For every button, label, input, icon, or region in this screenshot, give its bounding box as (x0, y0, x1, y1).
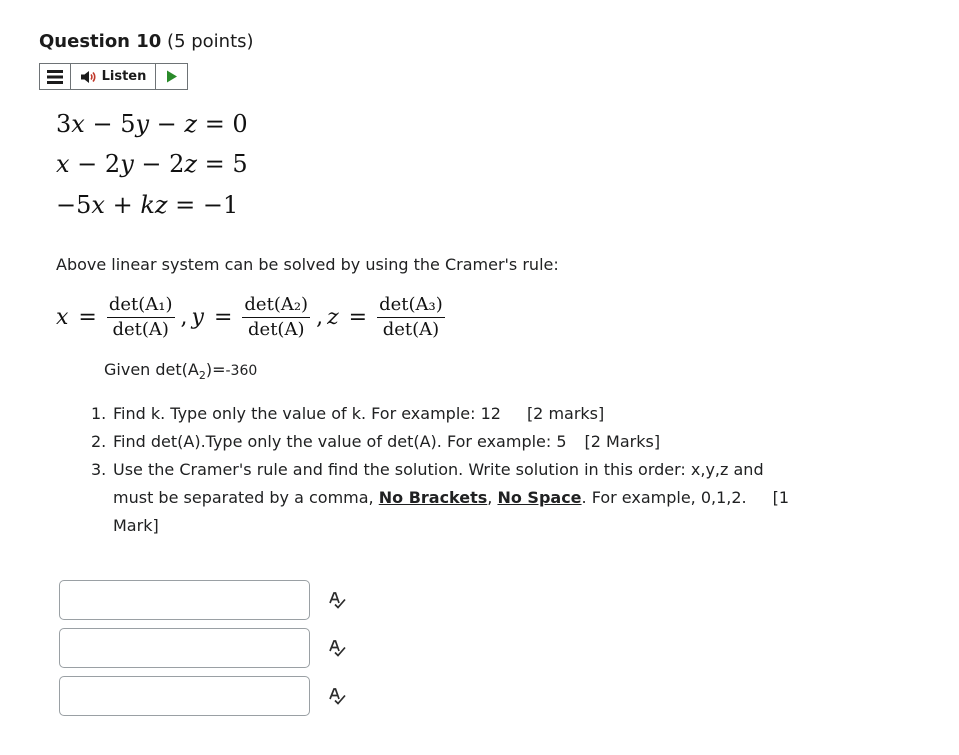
fraction-x: $\frac{\text{det(A₁)}}{\det(A)}$ (108, 294, 173, 340)
play-button[interactable] (156, 64, 187, 89)
play-icon (166, 70, 178, 83)
list-item: 3. Use the Cramer's rule and find the solution. Write solution in this order: x,y,z and must be separated by a comma, No Brackets, No Space. For example, 0,1,2. [1 Mark] (91, 460, 790, 535)
menu-button[interactable] (40, 64, 71, 89)
fraction-y: $\frac{\text{det(A₂)}}{\det(A)}$ (244, 294, 309, 340)
z-symbol: z (327, 305, 339, 330)
equation-1: 3x − 5y − z = 0 (56, 110, 248, 138)
question-title (39, 31, 254, 52)
spellcheck-icon[interactable] (327, 590, 347, 610)
spellcheck-icon[interactable] (327, 686, 347, 706)
answer-input-3[interactable] (59, 676, 310, 716)
equation-2: x − 2y − 2z = 5 (56, 150, 248, 178)
task-list (91, 400, 791, 540)
given-value: -360 (225, 363, 258, 379)
given-text: Given $\det(A_2)=-360$ (104, 360, 258, 383)
answer-input-1[interactable] (59, 580, 310, 620)
speaker-icon (80, 70, 97, 84)
cramer-formula: x = $\frac{\text{det(A₁)}}{\det(A)}$ , y = $\frac{\text{det(A₂)}}{\det(A)}$ , z = $\frac{\text{det(A₃)}}{\det(A)}$ (56, 294, 443, 340)
list-item: 1. Find k. Type only the value of k. For example: 12 [2 marks] (91, 404, 605, 423)
listen-label: Listen (101, 69, 147, 84)
question-number: Question 10 (39, 31, 162, 52)
listen-button[interactable] (71, 64, 156, 89)
equation-3: −5x + kz = −1 (56, 191, 239, 219)
answer-input-2[interactable] (59, 628, 310, 668)
menu-icon (47, 70, 63, 84)
no-space-emphasis: No Space (497, 488, 582, 507)
x-symbol: x (56, 305, 69, 330)
no-brackets-emphasis: No Brackets (378, 488, 488, 507)
list-item: 2. Find det(A).Type only the value of det(A). For example: 5 [2 Marks] (91, 432, 661, 451)
listen-toolbar (39, 63, 188, 90)
question-points: (5 points) (167, 31, 254, 52)
fraction-z: $\frac{\text{det(A₃)}}{\det(A)}$ (379, 294, 443, 340)
y-symbol: y (191, 305, 204, 330)
spellcheck-icon[interactable] (327, 638, 347, 658)
intro-text: Above linear system can be solved by using the Cramer's rule: (56, 255, 559, 274)
